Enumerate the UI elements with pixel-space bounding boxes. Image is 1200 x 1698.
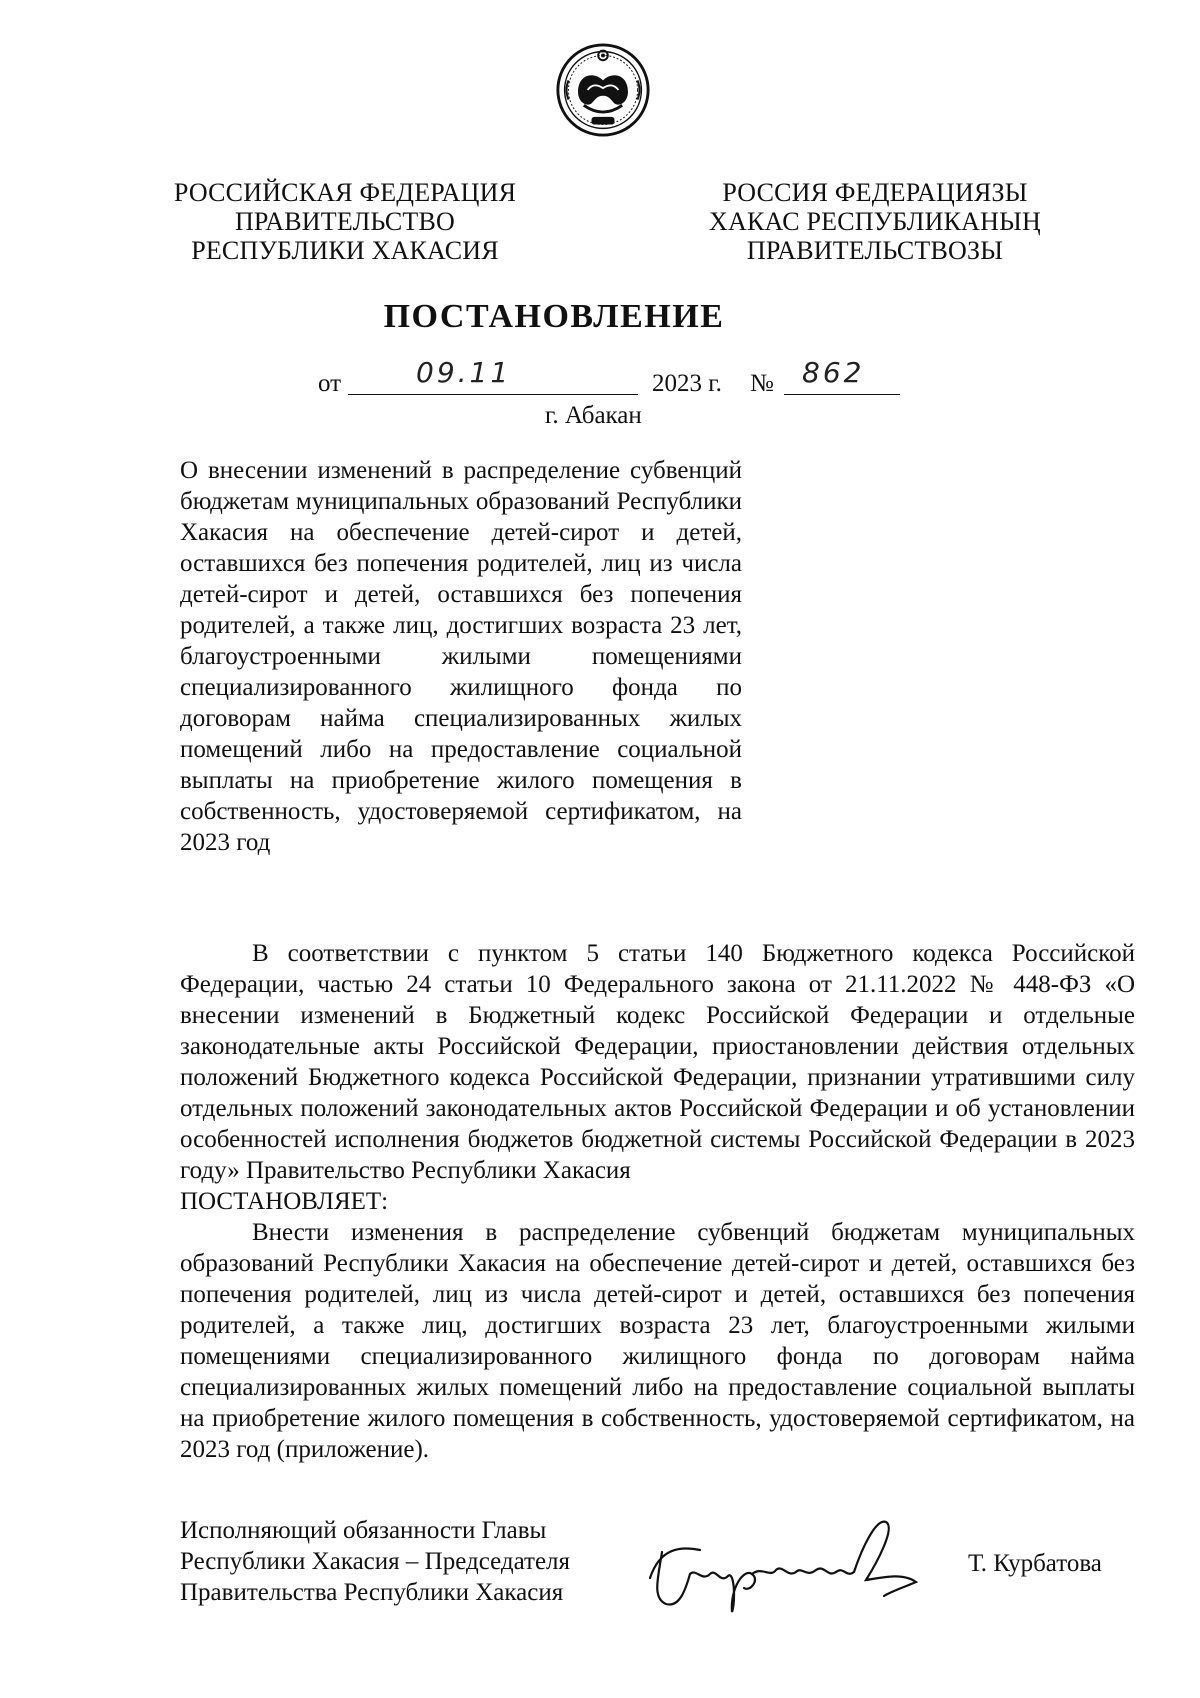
header-right-line: ХАКАС РЕСПУБЛИКАНЫҢ xyxy=(709,207,1041,236)
header-left-line: ПРАВИТЕЛЬСТВО xyxy=(234,207,456,236)
signatory-position-line: Республики Хакасия – Председателя xyxy=(180,1548,571,1575)
date-handwritten: 09.11 xyxy=(416,356,512,389)
document-subject xyxy=(180,455,742,858)
year-label: 2023 г. xyxy=(652,370,722,397)
date-underline xyxy=(348,394,638,395)
header-left-line: РОССИЙСКАЯ ФЕДЕРАЦИЯ xyxy=(173,178,517,207)
republic-emblem-icon xyxy=(555,42,651,138)
body-paragraph-2: Внести изменения в распределение субвенций бюджетам муниципальных образований Республики Хакасия на обеспечение детей-сирот и детей, оставшихся без попечения родителей, лиц из числа детей-сирот и детей, оставшихся без попечения родителей, а также лиц, достигших возраста 23 лет, благоустроенными жилыми помещениями специализированного жилищного фонда по договорам найма специализированных жилых помещений либо на предоставление социальной выплаты на приобретение жилого помещения в собственность, удостоверяемой сертификатом, на 2023 год (приложение). xyxy=(180,1219,1135,1463)
body-paragraph-1: В соответствии с пунктом 5 статьи 140 Бюджетного кодекса Российской Федерации, частью 24 статьи 10 Федерального закона от 21.11.2022 № 448-ФЗ «О внесении изменений в Бюджетный кодекс Российской Федерации и отдельные законодательные акты Российской Федерации, приостановлении действия отдельных положений Бюджетного кодекса Российской Федерации, признании утратившими силу отдельных положений законодательных актов Российской Федерации и об установлении особенностей исполнения бюджетов бюджетной системы Российской Федерации в 2023 году» Правительство Республики Хакасия xyxy=(180,940,1135,1184)
header-right-line: ПРАВИТЕЛЬСТВОЗЫ xyxy=(746,236,1004,265)
city: г. Абакан xyxy=(545,402,642,429)
header-left xyxy=(150,178,540,265)
document-body xyxy=(180,938,1135,1465)
signatory-name: Т. Курбатова xyxy=(968,1550,1102,1577)
decree-word: ПОСТАНОВЛЯЕТ: xyxy=(180,1188,389,1215)
document-title: ПОСТАНОВЛЕНИЕ xyxy=(383,298,725,335)
signatory-position xyxy=(180,1515,570,1608)
number-underline xyxy=(784,394,900,395)
signatory-position-line: Исполняющий обязанности Главы xyxy=(180,1517,547,1544)
subject-text: О внесении изменений в распределение субвенций бюджетам муниципальных образований Республики Хакасия на обеспечение детей-сирот и детей, оставшихся без попечения родителей, лиц из числа детей-сирот и детей, оставшихся без попечения родителей, а также лиц, достигших возраста 23 лет, благоустроенными жилыми помещениями специализированного жилищного фонда по договорам найма специализированных жилых помещений либо на предоставление социальной выплаты на приобретение жилого помещения в собственность, удостоверяемой сертификатом, на 2023 год xyxy=(180,457,742,856)
number-handwritten: 862 xyxy=(802,356,865,389)
signatory-position-line: Правительства Республики Хакасия xyxy=(180,1579,564,1606)
number-label: № xyxy=(750,370,774,397)
handwritten-signature xyxy=(640,1508,930,1618)
header-right-line: РОССИЯ ФЕДЕРАЦИЯЗЫ xyxy=(722,178,1028,207)
date-from-label: от xyxy=(318,370,342,397)
header-left-line: РЕСПУБЛИКИ ХАКАСИЯ xyxy=(191,236,499,265)
header-right xyxy=(680,178,1070,265)
